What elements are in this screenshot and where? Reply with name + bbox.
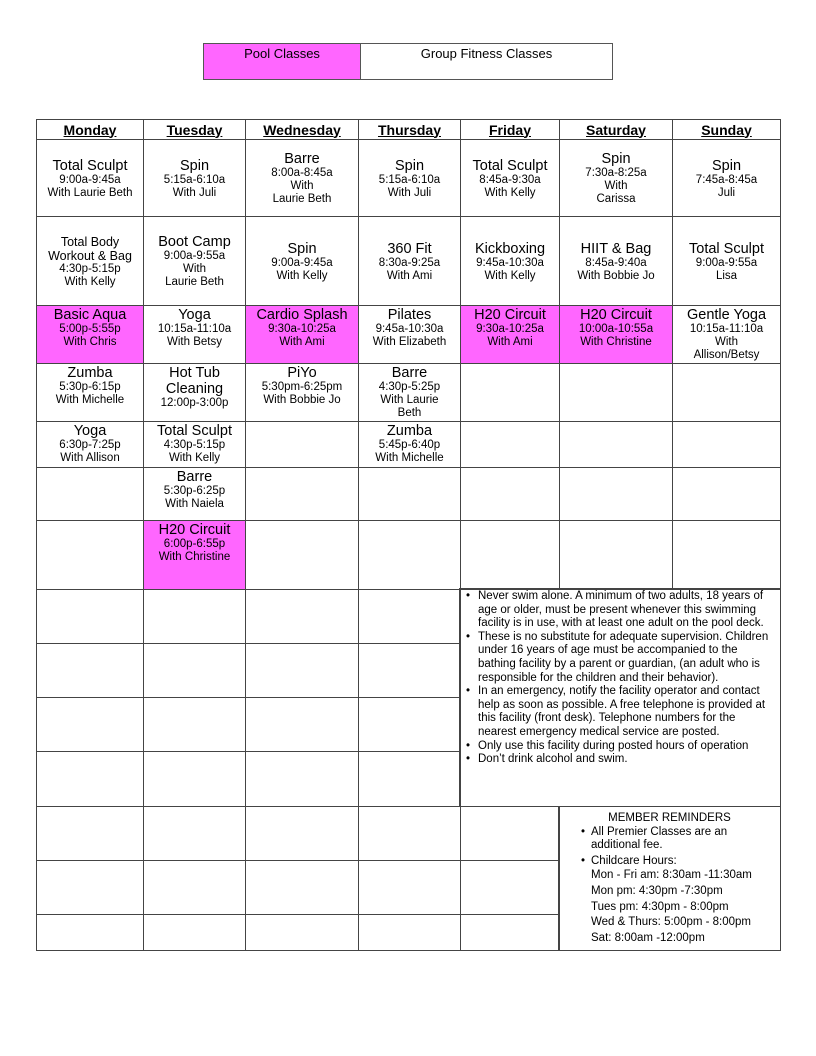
empty-cell	[36, 914, 144, 951]
class-name: Gentle Yoga	[686, 307, 767, 323]
empty-cell	[672, 363, 781, 422]
class-instructor: Lisa	[715, 269, 738, 282]
class-time: 5:45p-6:40p	[378, 439, 441, 451]
class-instructor: With	[290, 180, 314, 192]
empty-cell	[460, 363, 560, 422]
class-time: 5:15a-6:10a	[163, 173, 226, 186]
class-time: 8:00a-8:45a	[271, 167, 333, 179]
class-time: 5:30p-6:25p	[163, 485, 226, 497]
class-name: Spin	[394, 157, 425, 174]
legend-pool-classes: Pool Classes	[203, 43, 361, 80]
class-instructor: With Michelle	[55, 394, 125, 406]
class-instructor: With	[183, 263, 206, 275]
class-cell	[143, 421, 246, 468]
empty-cell	[36, 751, 144, 807]
class-name: Spin	[287, 240, 317, 257]
empty-cell	[36, 643, 144, 698]
class-time: 10:15a-11:10a	[157, 323, 232, 335]
class-instructor: Carissa	[596, 193, 636, 205]
class-instructor: Allison/Betsy	[693, 349, 760, 361]
class-instructor: Laurie Beth	[165, 276, 224, 288]
class-instructor: With Betsy	[167, 336, 222, 348]
day-header-tuesday: Tuesday	[143, 119, 246, 140]
class-cell	[245, 139, 359, 217]
empty-cell	[460, 860, 560, 915]
class-time: 8:45a-9:40a	[585, 256, 647, 269]
class-name: Zumba	[386, 423, 433, 439]
empty-cell	[245, 697, 359, 752]
class-name: H20 Circuit	[580, 307, 652, 323]
pool-rule: • These is no substitute for adequate supervision. Children under 16 years of age must be accompanied to the bathing facility by a parent or guardian, (an adult who is responsible for the children and their behavior).	[464, 631, 774, 685]
class-instructor: With Michelle	[375, 452, 444, 464]
empty-cell	[460, 520, 560, 590]
member-reminders	[558, 806, 781, 951]
childcare-hours: Mon pm: 4:30pm -7:30pm	[591, 884, 723, 897]
class-name: Hot Tub Cleaning	[165, 365, 224, 397]
empty-cell	[245, 421, 359, 468]
empty-cell	[460, 421, 560, 468]
day-header-saturday: Saturday	[559, 119, 673, 140]
class-name: Boot Camp	[158, 234, 231, 250]
class-name: Pilates	[387, 307, 432, 323]
pool-rule: • Never swim alone. A minimum of two adults, 18 years of age or older, must be present whenever this swimming facility is in use, with at least one adult on the pool deck.	[464, 590, 774, 631]
empty-cell	[143, 914, 246, 951]
day-header-monday: Monday	[36, 119, 144, 140]
class-name: Barre	[176, 469, 213, 485]
class-name: 360 Fit	[387, 240, 432, 257]
class-time: 12:00p-3:00p	[160, 397, 229, 409]
class-cell	[460, 305, 560, 364]
empty-cell	[460, 806, 560, 861]
class-cell	[358, 139, 461, 217]
empty-cell	[36, 860, 144, 915]
class-cell	[36, 305, 144, 364]
class-name: Barre	[284, 151, 320, 167]
class-cell	[358, 216, 461, 306]
class-time: 9:45a-10:30a	[476, 256, 544, 269]
reminder-childcare: • Childcare Hours:	[579, 855, 776, 869]
class-instructor: Laurie Beth	[272, 193, 332, 205]
empty-cell	[36, 589, 144, 644]
class-instructor: With Juli	[172, 186, 217, 199]
class-instructor: With Kelly	[168, 452, 221, 464]
class-instructor: With Laurie Beth	[47, 186, 133, 199]
class-cell	[143, 467, 246, 521]
class-cell	[245, 305, 359, 364]
class-cell	[559, 139, 673, 217]
class-time: 9:30a-10:25a	[268, 323, 336, 335]
class-time: 10:00a-10:55a	[578, 323, 654, 335]
class-time: 4:30p-5:15p	[59, 262, 121, 275]
day-header-friday: Friday	[460, 119, 560, 140]
empty-cell	[358, 520, 461, 590]
class-cell	[358, 305, 461, 364]
class-time: 6:30p-7:25p	[59, 439, 121, 451]
class-instructor: With Bobbie Jo	[263, 394, 341, 406]
empty-cell	[358, 467, 461, 521]
empty-cell	[36, 520, 144, 590]
class-instructor: With Chris	[63, 336, 117, 348]
class-time: 7:45a-8:45a	[695, 173, 758, 186]
class-cell	[245, 363, 359, 422]
childcare-hours: Wed & Thurs: 5:00pm - 8:00pm	[591, 916, 752, 929]
pool-rules	[459, 588, 781, 807]
class-instructor: With	[604, 180, 628, 192]
class-cell	[358, 363, 461, 422]
class-name: Total Body Workout & Bag	[48, 234, 132, 263]
class-cell	[559, 305, 673, 364]
day-header-wednesday: Wednesday	[245, 119, 359, 140]
class-name: Total Sculpt	[157, 423, 232, 439]
empty-cell	[358, 751, 461, 807]
class-name: Zumba	[67, 365, 113, 381]
class-instructor: With Christine	[158, 551, 231, 563]
pool-rule: • Don’t drink alcohol and swim.	[464, 753, 774, 767]
class-time: 6:00p-6:55p	[163, 538, 226, 550]
childcare-hours: Mon - Fri am: 8:30am -11:30am	[591, 869, 752, 881]
class-name: Cardio Splash	[256, 307, 348, 323]
class-name: Basic Aqua	[53, 307, 127, 323]
class-instructor: Beth	[397, 407, 422, 419]
empty-cell	[143, 697, 246, 752]
reminders-title: MEMBER REMINDERS	[608, 812, 731, 824]
class-cell	[36, 421, 144, 468]
reminder-premier: • All Premier Classes are an additional fee.	[579, 826, 776, 853]
class-time: 4:30p-5:25p	[378, 381, 441, 393]
class-instructor: With Ami	[386, 269, 433, 282]
empty-cell	[143, 860, 246, 915]
class-name: Yoga	[73, 423, 107, 439]
class-instructor: With Naiela	[165, 498, 224, 510]
class-time: 9:30a-10:25a	[476, 323, 544, 335]
class-time: 9:00a-9:55a	[163, 250, 226, 262]
class-name: H20 Circuit	[158, 522, 231, 538]
class-time: 9:45a-10:30a	[375, 323, 444, 335]
empty-cell	[245, 806, 359, 861]
legend-group-fitness-classes: Group Fitness Classes	[360, 43, 613, 80]
class-cell	[143, 520, 246, 590]
class-instructor: With Elizabeth	[372, 336, 447, 348]
class-instructor: With Allison	[60, 452, 120, 464]
empty-cell	[245, 751, 359, 807]
class-time: 9:00a-9:45a	[271, 256, 333, 269]
class-time: 5:30p-6:15p	[59, 381, 121, 393]
pool-rule: • Only use this facility during posted hours of operation	[464, 740, 774, 754]
class-name: Total Sculpt	[52, 157, 128, 174]
empty-cell	[358, 806, 461, 861]
empty-cell	[672, 421, 781, 468]
childcare-hours: Sat: 8:00am -12:00pm	[591, 932, 705, 945]
class-cell	[36, 139, 144, 217]
empty-cell	[358, 643, 461, 698]
class-instructor: With	[715, 336, 738, 348]
class-instructor: With Ami	[279, 336, 325, 348]
empty-cell	[245, 589, 359, 644]
class-name: Kickboxing	[474, 240, 546, 257]
empty-cell	[358, 589, 461, 644]
class-cell	[36, 363, 144, 422]
class-time: 5:15a-6:10a	[378, 173, 441, 186]
empty-cell	[245, 860, 359, 915]
class-instructor: With Kelly	[276, 269, 328, 282]
empty-cell	[559, 421, 673, 468]
class-instructor: With Kelly	[64, 275, 116, 288]
class-cell	[559, 216, 673, 306]
class-cell	[460, 139, 560, 217]
class-name: Yoga	[178, 307, 211, 323]
class-instructor: Juli	[717, 186, 736, 199]
empty-cell	[460, 914, 560, 951]
class-instructor: With Christine	[580, 336, 652, 348]
class-cell	[143, 305, 246, 364]
class-cell	[143, 216, 246, 306]
empty-cell	[358, 860, 461, 915]
class-name: Spin	[601, 151, 631, 167]
pool-rule: • In an emergency, notify the facility operator and contact help as soon as possible. A free telephone is provided at this facility (front desk). Telephone numbers for the nearest emergency medical service are posted.	[464, 685, 774, 739]
class-instructor: With Laurie	[380, 394, 439, 406]
class-name: Total Sculpt	[689, 240, 764, 257]
empty-cell	[36, 806, 144, 861]
class-time: 5:00p-5:55p	[59, 323, 121, 335]
empty-cell	[358, 914, 461, 951]
class-instructor: With Bobbie Jo	[577, 269, 655, 282]
class-name: Spin	[711, 157, 742, 174]
class-name: H20 Circuit	[474, 307, 546, 323]
class-cell	[672, 139, 781, 217]
empty-cell	[672, 520, 781, 590]
class-time: 8:45a-9:30a	[479, 173, 541, 186]
class-name: Barre	[391, 365, 428, 381]
class-time: 8:30a-9:25a	[378, 256, 441, 269]
empty-cell	[559, 520, 673, 590]
class-time: 9:00a-9:45a	[59, 173, 121, 186]
empty-cell	[143, 806, 246, 861]
class-name: HIIT & Bag	[580, 240, 652, 257]
class-name: Spin	[179, 157, 210, 174]
class-instructor: With Kelly	[484, 269, 536, 282]
class-name: PiYo	[287, 365, 317, 381]
childcare-hours: Tues pm: 4:30pm - 8:00pm	[591, 900, 729, 913]
empty-cell	[245, 643, 359, 698]
class-cell	[143, 363, 246, 422]
class-cell	[36, 216, 144, 306]
class-time: 5:30pm-6:25pm	[261, 381, 343, 393]
class-name: Total Sculpt	[472, 157, 548, 174]
empty-cell	[143, 643, 246, 698]
class-cell	[245, 216, 359, 306]
class-cell	[672, 305, 781, 364]
empty-cell	[245, 914, 359, 951]
class-instructor: With Kelly	[484, 186, 536, 199]
class-time: 7:30a-8:25a	[585, 167, 647, 179]
class-instructor: With Ami	[487, 336, 533, 348]
day-header-thursday: Thursday	[358, 119, 461, 140]
empty-cell	[36, 697, 144, 752]
empty-cell	[36, 467, 144, 521]
class-cell	[460, 216, 560, 306]
class-time: 9:00a-9:55a	[695, 256, 758, 269]
day-header-sunday: Sunday	[672, 119, 781, 140]
empty-cell	[460, 467, 560, 521]
empty-cell	[143, 589, 246, 644]
empty-cell	[245, 467, 359, 521]
empty-cell	[143, 751, 246, 807]
class-cell	[358, 421, 461, 468]
empty-cell	[559, 467, 673, 521]
class-cell	[672, 216, 781, 306]
class-time: 10:15a-11:10a	[689, 323, 764, 335]
class-instructor: With Juli	[387, 186, 432, 199]
class-time: 4:30p-5:15p	[163, 439, 226, 451]
empty-cell	[672, 467, 781, 521]
class-cell	[143, 139, 246, 217]
empty-cell	[358, 697, 461, 752]
empty-cell	[559, 363, 673, 422]
empty-cell	[245, 520, 359, 590]
